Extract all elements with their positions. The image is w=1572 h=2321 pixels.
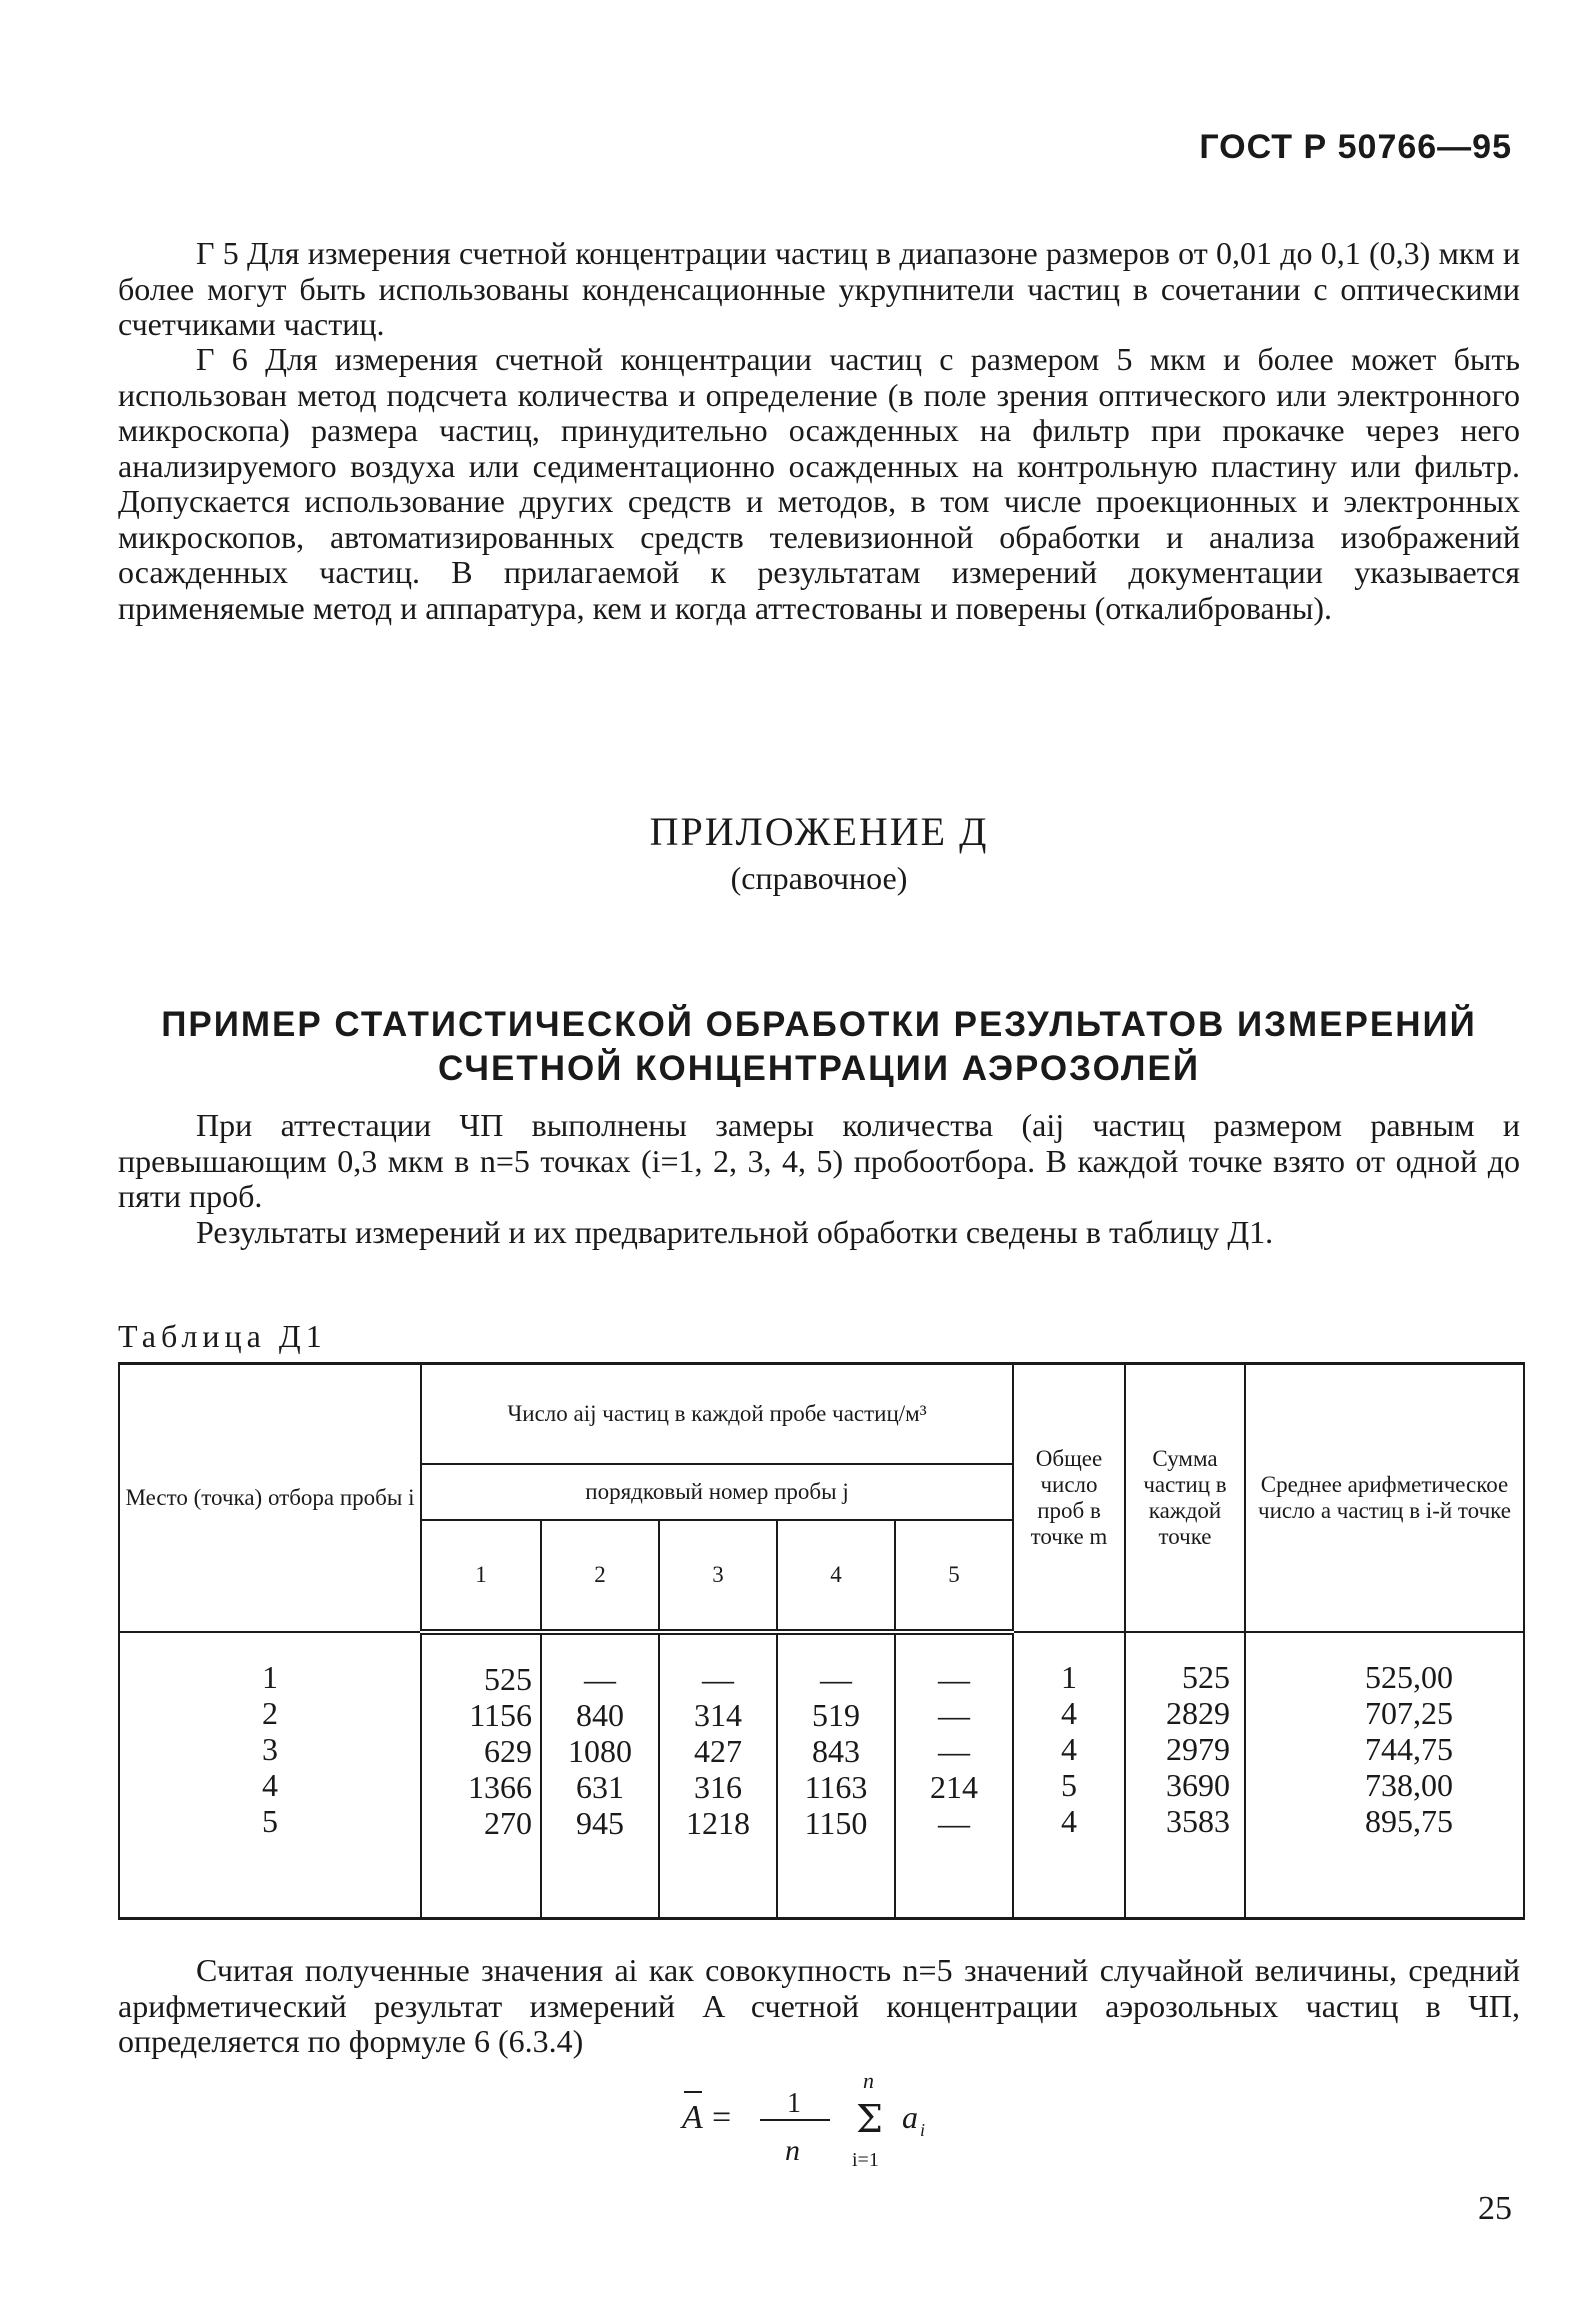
table-cell: 744,75 [1365, 1730, 1453, 1767]
formula-denominator: n [785, 2134, 800, 2167]
table-cell: 843 [812, 1732, 860, 1769]
table-cell: 5 [1061, 1766, 1077, 1803]
table-cell: 314 [694, 1696, 742, 1733]
table-cell: 5 [262, 1802, 278, 1839]
table-cell: 525 [1182, 1658, 1230, 1695]
table-cell: 1 [262, 1658, 278, 1695]
appendix-subtitle: (справочное) [730, 860, 908, 896]
table-cell: 945 [576, 1804, 624, 1841]
paragraph-intro-1: При аттестации ЧП выполнены замеры количества (aij частиц размером равным и превышающим 0,3 мкм в n=5 точках (i=1, 2, 3, 4, 5) пробоотбора. В каждой точке взято от одной до пяти проб. [118, 1107, 1520, 1214]
table-cell: 525 [484, 1660, 532, 1697]
table-cell: 525,00 [1365, 1658, 1453, 1695]
column-probe-4 [777, 1632, 895, 1919]
table-cell: — [820, 1660, 852, 1697]
header-count-group: Число aij частиц в каждой пробе частиц/м³ [421, 1364, 1013, 1464]
header-sum: Сумма частиц в каждой точке [1125, 1364, 1245, 1632]
column-total [1013, 1632, 1125, 1919]
table-cell: 1 [1061, 1658, 1077, 1695]
results-table [118, 1362, 1525, 1920]
header-probe-5: 5 [895, 1520, 1013, 1632]
sigma-icon: Σ [856, 2097, 883, 2141]
section-title-line2: СЧЕТНОЙ КОНЦЕНТРАЦИИ АЭРОЗОЛЕЙ [438, 1049, 1200, 1088]
table-cell: — [938, 1804, 970, 1841]
header-probe-3: 3 [659, 1520, 777, 1632]
table-cell: 2 [262, 1694, 278, 1731]
column-probe-5 [895, 1632, 1013, 1919]
table-cell: 2829 [1166, 1694, 1230, 1731]
appendix-title: ПРИЛОЖЕНИЕ Д [649, 809, 989, 854]
table-cell: 840 [576, 1696, 624, 1733]
header-probe-2: 2 [541, 1520, 659, 1632]
header-mean: Среднее арифметическое число a частиц в i-й точке [1245, 1364, 1524, 1632]
table-data-block [119, 1632, 1524, 1919]
paragraph-conclusion: Считая полученные значения ai как совокупность n=5 значений случайной величины, средний арифметический результат измерений A счетной концентрации аэрозольных частиц в ЧП, определяется по формуле 6 (6.3.4) [118, 1952, 1520, 2059]
table-cell: 270 [484, 1804, 532, 1841]
column-place [119, 1632, 421, 1919]
header-probe-1: 1 [421, 1520, 541, 1632]
paragraph-intro-2: Результаты измерений и их предварительной обработки сведены в таблицу Д1. [196, 1214, 1274, 1250]
page-number: 25 [1478, 2190, 1512, 2227]
table-cell: 2979 [1166, 1730, 1230, 1767]
table-cell: — [584, 1660, 616, 1697]
section-title [118, 1003, 1520, 1091]
table-cell: — [938, 1732, 970, 1769]
formula-equals: = [712, 2099, 732, 2136]
paragraph-g5: Г 5 Для измерения счетной концентрации частиц в диапазоне размеров от 0,01 до 0,1 (0,3) мкм и более могут быть использованы конденсационные укрупнители частиц в сочетании с оптическими счетчиками частиц. [118, 235, 1520, 342]
formula-sum-bottom: i=1 [852, 2149, 879, 2170]
document-header: ГОСТ Р 50766—95 [1199, 128, 1512, 166]
formula-term-sub: i [920, 2120, 926, 2140]
paragraph-g6: Г 6 Для измерения счетной концентрации частиц с размером 5 мкм и более может быть использован метод подсчета количества и определение (в поле зрения оптического или электронного микроскопа) размера частиц, принудительно осажденных на фильтр при прокачке через него анализируемого воздуха или седиментационно осажденных на контрольную пластину или фильтр. Допускается использование других средств и методов, в том числе проекционных и электронных микроскопов, автоматизированных средств телевизионной обработки и анализа изображений осажденных частиц. В прилагаемой к результатам измерений документации указывается применяемые метод и аппаратура, кем и когда аттестованы и поверены (откалиброваны). [118, 341, 1520, 626]
column-probe-3 [659, 1632, 777, 1919]
table-caption: Таблица Д1 [118, 1318, 327, 1354]
table-cell: 3 [262, 1730, 278, 1767]
table-cell: 1156 [469, 1696, 532, 1733]
table-cell: 3690 [1166, 1766, 1230, 1803]
table-cell: 738,00 [1365, 1766, 1453, 1803]
table-cell: 629 [484, 1732, 532, 1769]
table-cell: — [702, 1660, 734, 1697]
table-cell: 427 [694, 1732, 742, 1769]
table-cell: 316 [694, 1768, 742, 1805]
table-cell: 4 [1061, 1694, 1077, 1731]
column-mean [1245, 1632, 1524, 1919]
formula-numerator: 1 [787, 2088, 801, 2119]
column-sum [1125, 1632, 1245, 1919]
formula-lhs: A [682, 2099, 703, 2136]
table-cell: 1080 [568, 1732, 632, 1769]
table-cell: 4 [1061, 1730, 1077, 1767]
section-title-line1: ПРИМЕР СТАТИСТИЧЕСКОЙ ОБРАБОТКИ РЕЗУЛЬТАТОВ ИЗМЕРЕНИЙ [161, 1005, 1477, 1044]
table-cell: 1163 [804, 1768, 868, 1805]
table-cell: — [938, 1660, 970, 1697]
column-probe-1 [421, 1632, 541, 1919]
table-cell: 214 [930, 1768, 978, 1805]
table-cell: — [938, 1696, 970, 1733]
table-cell: 895,75 [1365, 1802, 1453, 1839]
header-probe-4: 4 [777, 1520, 895, 1632]
table-cell: 631 [576, 1768, 624, 1805]
table-cell: 707,25 [1365, 1694, 1453, 1731]
header-total: Общее число проб в точке m [1013, 1364, 1125, 1632]
table-cell: 4 [1061, 1802, 1077, 1839]
header-place: Место (точка) отбора пробы i [119, 1364, 421, 1632]
formula-term: a [902, 2099, 918, 2135]
table-cell: 519 [812, 1696, 860, 1733]
table-cell: 1150 [804, 1804, 868, 1841]
table-cell: 3583 [1166, 1802, 1230, 1839]
column-probe-2 [541, 1632, 659, 1919]
header-order-group: порядковый номер пробы j [421, 1464, 1013, 1520]
mean-formula [680, 2070, 1000, 2170]
table-cell: 1366 [468, 1768, 532, 1805]
formula-sum-top: n [863, 2070, 874, 2093]
table-cell: 1218 [686, 1804, 750, 1841]
table-cell: 4 [262, 1766, 278, 1803]
